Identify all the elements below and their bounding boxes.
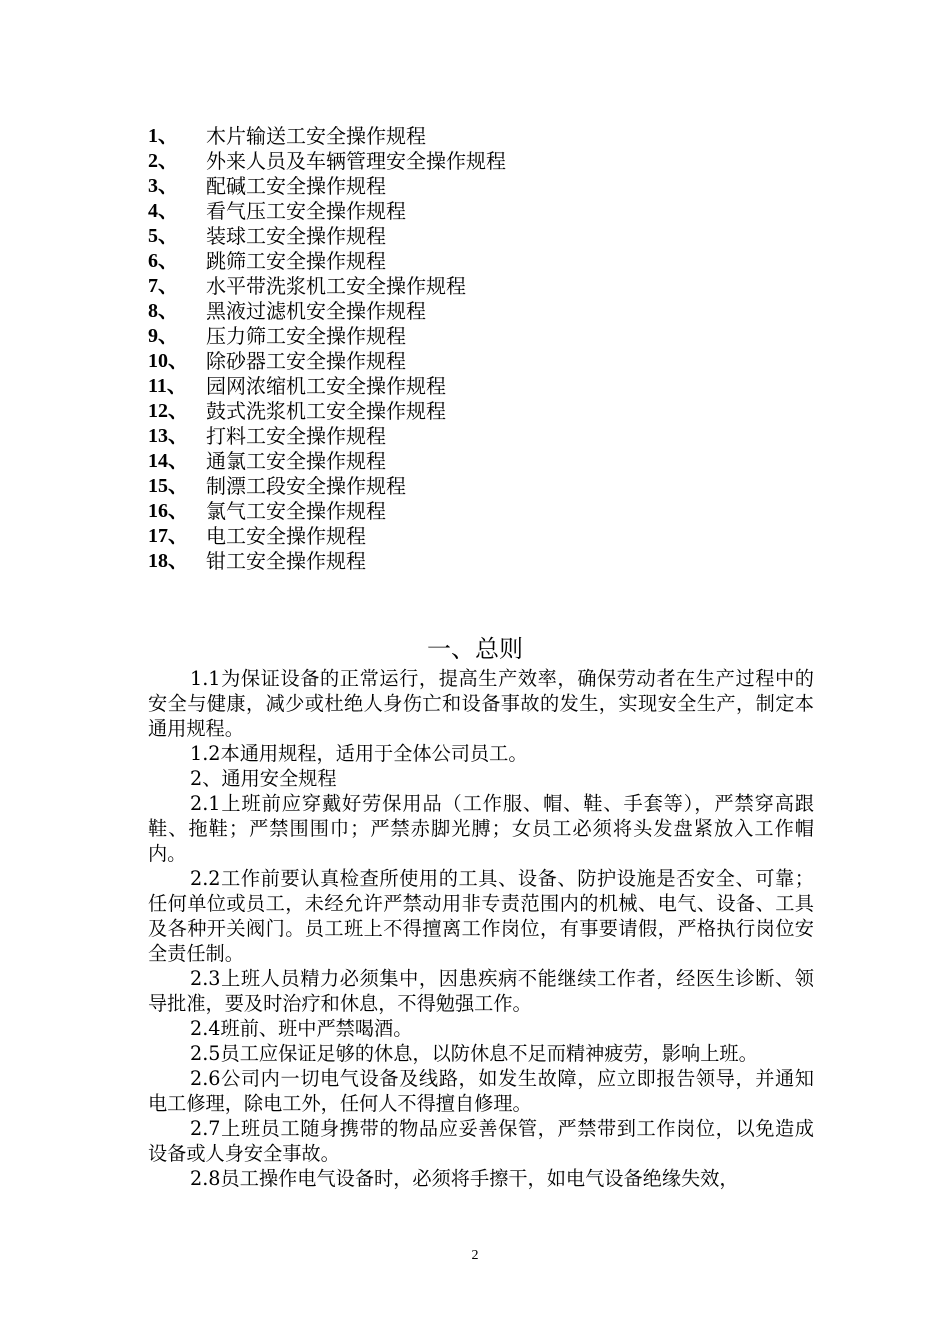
- toc-item: [148, 199, 848, 224]
- toc-item: [148, 349, 848, 374]
- toc-number: 6、: [148, 250, 178, 272]
- toc-number: 7、: [148, 275, 178, 297]
- toc-title: 园网浓缩机工安全操作规程: [206, 374, 446, 398]
- toc-title: 电工安全操作规程: [206, 524, 366, 548]
- toc-item: [148, 299, 848, 324]
- toc-item: [148, 249, 848, 274]
- paragraph: 2、通用安全规程: [190, 767, 337, 790]
- toc-number: 10、: [148, 350, 188, 372]
- section-heading: 一、总则: [427, 635, 523, 663]
- toc-number: 15、: [148, 475, 188, 497]
- toc-number: 18、: [148, 550, 188, 572]
- toc-title: 压力筛工安全操作规程: [206, 324, 406, 348]
- toc-item: [148, 274, 848, 299]
- paragraph: 2.2工作前要认真检查所使用的工具、设备、防护设施是否安全、可靠；任何单位或员工，未经允许严禁动用非专责范围内的机械、电气、设备、工具及各种开关阀门。员工班上不得擅离工作岗位，有事要请假，严格执行岗位安全责任制。: [148, 867, 814, 965]
- toc-title: 看气压工安全操作规程: [206, 199, 406, 223]
- paragraph: 2.1上班前应穿戴好劳保用品（工作服、帽、鞋、手套等），严禁穿高跟鞋、拖鞋；严禁围围巾；严禁赤脚光膊；女员工必须将头发盘紧放入工作帽内。: [148, 792, 814, 865]
- toc-number: 16、: [148, 500, 188, 522]
- toc-title: 跳筛工安全操作规程: [206, 249, 386, 273]
- toc-number: 5、: [148, 225, 178, 247]
- toc-title: 配碱工安全操作规程: [206, 174, 386, 198]
- toc-number: 12、: [148, 400, 188, 422]
- toc-title: 鼓式洗浆机工安全操作规程: [206, 399, 446, 423]
- toc-number: 13、: [148, 425, 188, 447]
- toc-number: 1、: [148, 125, 178, 147]
- paragraph: 2.8员工操作电气设备时，必须将手擦干，如电气设备绝缘失效，: [190, 1167, 739, 1190]
- toc-item: [148, 424, 848, 449]
- toc-title: 除砂器工安全操作规程: [206, 349, 406, 373]
- toc-number: 11、: [148, 375, 187, 397]
- paragraph: 2.4班前、班中严禁喝酒。: [190, 1017, 413, 1040]
- paragraph: 2.5员工应保证足够的休息，以防休息不足而精神疲劳，影响上班。: [190, 1042, 758, 1065]
- toc-title: 钳工安全操作规程: [206, 549, 366, 573]
- toc-title: 通氯工安全操作规程: [206, 449, 386, 473]
- toc-title: 木片输送工安全操作规程: [206, 124, 426, 148]
- toc-title: 黑液过滤机安全操作规程: [206, 299, 426, 323]
- paragraph: 2.7上班员工随身携带的物品应妥善保管，严禁带到工作岗位，以免造成设备或人身安全事故。: [148, 1117, 814, 1165]
- toc-number: 8、: [148, 300, 178, 322]
- toc-item: [148, 224, 848, 249]
- toc-number: 2、: [148, 150, 178, 172]
- toc-number: 9、: [148, 325, 178, 347]
- table-of-contents: [148, 124, 848, 574]
- toc-item: [148, 174, 848, 199]
- paragraph: 1.1为保证设备的正常运行，提高生产效率，确保劳动者在生产过程中的安全与健康，减少或杜绝人身伤亡和设备事故的发生，实现安全生产，制定本通用规程。: [148, 667, 814, 740]
- toc-number: 4、: [148, 200, 178, 222]
- document-body: [148, 666, 814, 1191]
- toc-item: [148, 324, 848, 349]
- toc-item: [148, 124, 848, 149]
- toc-number: 14、: [148, 450, 188, 472]
- toc-title: 打料工安全操作规程: [206, 424, 386, 448]
- page-number: 2: [471, 1248, 479, 1263]
- toc-item: [148, 524, 848, 549]
- toc-item: [148, 399, 848, 424]
- toc-number: 3、: [148, 175, 178, 197]
- toc-title: 外来人员及车辆管理安全操作规程: [206, 149, 506, 173]
- toc-number: 17、: [148, 525, 188, 547]
- toc-title: 制漂工段安全操作规程: [206, 474, 406, 498]
- toc-item: [148, 499, 848, 524]
- paragraph: 1.2本通用规程，适用于全体公司员工。: [190, 742, 528, 765]
- toc-item: [148, 449, 848, 474]
- paragraph: 2.3上班人员精力必须集中，因患疾病不能继续工作者，经医生诊断、领导批准，要及时治疗和休息，不得勉强工作。: [148, 967, 814, 1015]
- toc-item: [148, 474, 848, 499]
- toc-title: 装球工安全操作规程: [206, 224, 386, 248]
- toc-title: 水平带洗浆机工安全操作规程: [206, 274, 466, 298]
- toc-title: 氯气工安全操作规程: [206, 499, 386, 523]
- toc-item: [148, 374, 848, 399]
- toc-item: [148, 149, 848, 174]
- paragraph: 2.6公司内一切电气设备及线路，如发生故障，应立即报告领导，并通知电工修理，除电工外，任何人不得擅自修理。: [148, 1067, 814, 1115]
- toc-item: [148, 549, 848, 574]
